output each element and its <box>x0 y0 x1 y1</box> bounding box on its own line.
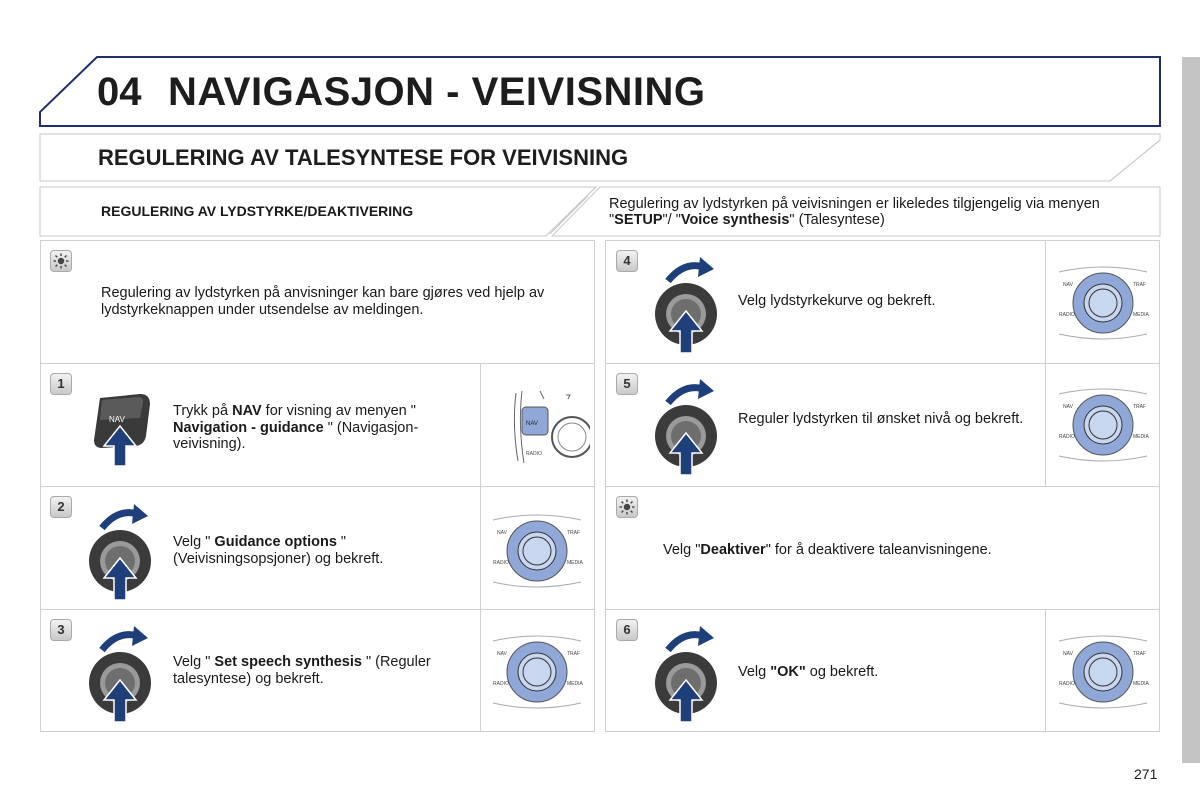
tip-2-text: Velg "Deaktiver" for å deaktivere taleanvisningene. <box>663 542 992 558</box>
nav-button-illustration <box>80 388 160 470</box>
panel-media-label: MEDIA <box>567 681 583 687</box>
page-number: 271 <box>1134 766 1158 782</box>
page-edge-bar <box>1182 57 1200 763</box>
panel-traf-label: TRAF <box>1133 651 1147 657</box>
panel-nav-label: NAV <box>497 530 507 536</box>
control-panel-diagram <box>487 633 587 711</box>
step-4-text: Velg lydstyrkekurve og bekreft. <box>738 293 936 309</box>
dash-nav-label: NAV <box>526 421 538 427</box>
step-6-text: Velg "OK" og bekreft. <box>738 664 879 680</box>
step-badge-4: 4 <box>616 250 638 272</box>
step-badge-5: 5 <box>616 373 638 395</box>
dashboard-nav-illustration <box>510 385 590 465</box>
panel-radio-label: RADIO <box>1059 434 1075 440</box>
intro-text: Regulering av lydstyrken på anvisninger kan bare gjøres ved hjelp av lydstyrkeknappen under utsendelse av meldingen. <box>101 285 545 318</box>
panel-nav-label: NAV <box>497 651 507 657</box>
tip-icon <box>616 496 638 518</box>
rotary-knob-illustration <box>654 624 722 724</box>
panel-radio-label: RADIO <box>493 681 509 687</box>
subsection-note: Regulering av lydstyrken på veivisningen er likeledes tilgjengelig via menyen "SETUP"/ "Voice synthesis" (Talesyntese) <box>609 196 1100 228</box>
panel-media-label: MEDIA <box>1133 681 1149 687</box>
section-title: REGULERING AV TALESYNTESE FOR VEIVISNING <box>98 145 629 170</box>
rotary-knob-illustration <box>654 255 722 355</box>
tip-icon <box>50 250 72 272</box>
control-panel-diagram <box>487 512 587 590</box>
control-panel-diagram <box>1053 386 1153 464</box>
right-divider-5 <box>1045 363 1046 487</box>
control-panel-diagram <box>1053 633 1153 711</box>
step-1-text: Trykk på NAV for visning av menyen " Navigation - guidance " (Navigasjon-veivisning). <box>173 403 419 452</box>
step-2-text: Velg " Guidance options " (Veivisningsopsjoner) og bekreft. <box>173 534 384 567</box>
control-panel-diagram <box>1053 264 1153 342</box>
panel-traf-label: TRAF <box>1133 404 1147 410</box>
step-badge-6: 6 <box>616 619 638 641</box>
right-divider-6 <box>1045 609 1046 732</box>
panel-traf-label: TRAF <box>567 530 581 536</box>
step-badge-1: 1 <box>50 373 72 395</box>
panel-media-label: MEDIA <box>567 560 583 566</box>
chapter-number: 04 <box>97 70 142 114</box>
panel-nav-label: NAV <box>1063 651 1073 657</box>
chapter-title: NAVIGASJON - VEIVISNING <box>168 70 706 114</box>
step-3-text: Velg " Set speech synthesis " (Reguler talesyntese) og bekreft. <box>173 654 431 687</box>
panel-radio-label: RADIO <box>1059 312 1075 318</box>
panel-nav-label: NAV <box>1063 404 1073 410</box>
panel-media-label: MEDIA <box>1133 312 1149 318</box>
subsection-title: REGULERING AV LYDSTYRKE/DEAKTIVERING <box>101 203 414 219</box>
left-column-divider <box>480 363 481 732</box>
panel-traf-label: TRAF <box>1133 282 1147 288</box>
rotary-knob-illustration <box>88 502 156 602</box>
panel-media-label: MEDIA <box>1133 434 1149 440</box>
panel-traf-label: TRAF <box>567 651 581 657</box>
panel-radio-label: RADIO <box>1059 681 1075 687</box>
nav-button-label: NAV <box>109 415 125 424</box>
right-divider-4 <box>1045 240 1046 364</box>
dash-radio-label: RADIO <box>526 451 542 457</box>
panel-nav-label: NAV <box>1063 282 1073 288</box>
rotary-knob-illustration <box>88 624 156 724</box>
panel-radio-label: RADIO <box>493 560 509 566</box>
rotary-knob-illustration <box>654 377 722 477</box>
step-badge-2: 2 <box>50 496 72 518</box>
step-5-text: Reguler lydstyrken til ønsket nivå og bekreft. <box>738 411 1024 427</box>
step-badge-3: 3 <box>50 619 72 641</box>
